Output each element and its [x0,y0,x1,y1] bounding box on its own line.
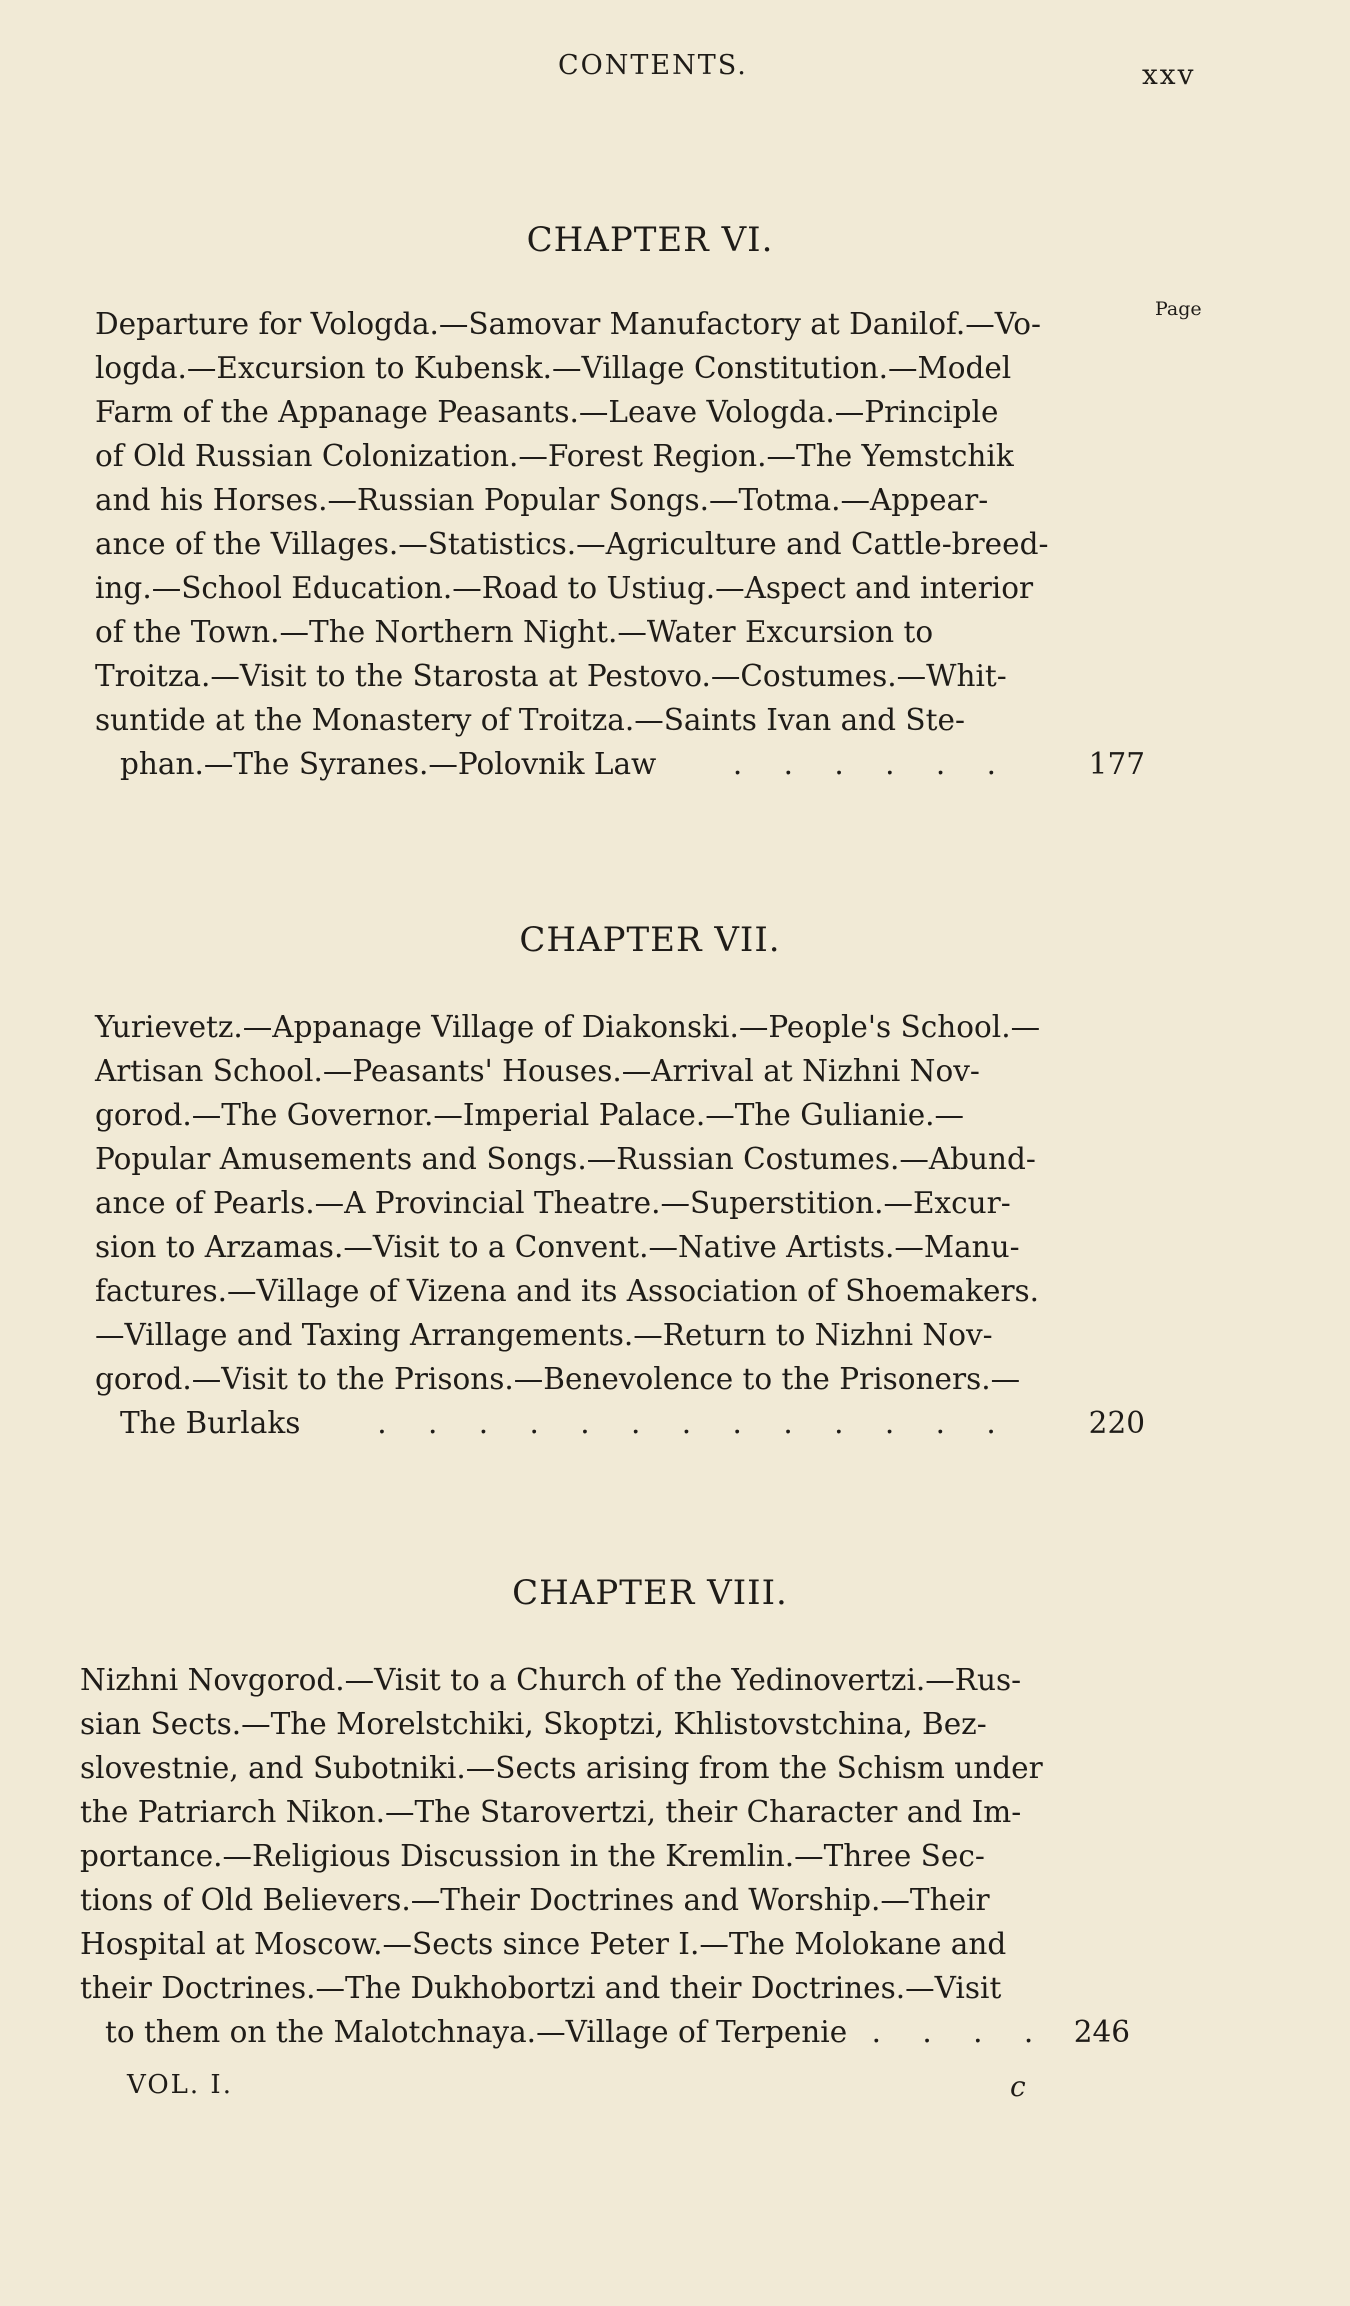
chapter-heading: CHAPTER VIII. [512,1573,788,1613]
summary-line: slovestnie, and Subotniki.—Sects arising from the Schism under [80,1751,1043,1785]
summary-line: phan.—The Syranes.—Polovnik Law [120,747,657,781]
chapter-page-number: 177 [1088,747,1145,781]
summary-line: of Old Russian Colonization.—Forest Region.—The Yemstchik [95,439,1014,473]
chapter-heading: CHAPTER VII. [519,920,781,960]
running-head [0,48,1350,91]
summary-line: Farm of the Appanage Peasants.—Leave Vologda.—Principle [95,395,999,429]
summary-line: The Burlaks [120,1406,301,1440]
chapter-summary [95,1005,1145,1445]
page-number: xxv [1142,58,1196,91]
summary-line: suntide at the Monastery of Troitza.—Saints Ivan and Ste- [95,703,965,737]
summary-line: tions of Old Believers.—Their Doctrines and Worship.—Their [80,1883,990,1917]
summary-line: Popular Amusements and Songs.—Russian Costumes.—Abund- [95,1142,1036,1176]
summary-line: to them on the Malotchnaya.—Village of Terpenie [105,2015,848,2049]
summary-line: and his Horses.—Russian Popular Songs.—Totma.—Appear- [95,483,989,517]
dot-leaders: . . . . . . . . . . . . . [377,1406,1012,1440]
page-column-label: Page [1155,298,1202,320]
volume-mark: VOL. I. [127,2070,233,2100]
page-footer [0,2070,1350,2110]
signature-mark: c [1010,2070,1026,2103]
summary-line: Hospital at Moscow.—Sects since Peter I.—The Molokane and [80,1927,1007,1961]
summary-last-line [120,742,1145,786]
summary-line: sion to Arzamas.—Visit to a Convent.—Native Artists.—Manu- [95,1230,1020,1264]
summary-line: the Patriarch Nikon.—The Starovertzi, their Character and Im- [80,1795,1022,1829]
summary-line: gorod.—Visit to the Prisons.—Benevolence to the Prisoners.— [95,1362,1021,1396]
summary-line: Troitza.—Visit to the Starosta at Pestovo.—Costumes.—Whit- [95,659,1007,693]
summary-line: Yurievetz.—Appanage Village of Diakonski.—People's School.— [95,1010,1041,1044]
dot-leaders: . . . . [871,2015,1050,2049]
chapter-summary [95,302,1145,786]
summary-line: Artisan School.—Peasants' Houses.—Arrival at Nizhni Nov- [95,1054,980,1088]
summary-line: portance.—Religious Discussion in the Kremlin.—Three Sec- [80,1839,985,1873]
summary-line: Nizhni Novgorod.—Visit to a Church of the Yedinovertzi.—Rus- [80,1663,1022,1697]
summary-line: ing.—School Education.—Road to Ustiug.—Aspect and interior [95,571,1034,605]
summary-line: logda.—Excursion to Kubensk.—Village Constitution.—Model [95,351,1012,385]
summary-line: Departure for Vologda.—Samovar Manufactory at Danilof.—Vo- [95,307,1042,341]
summary-last-line [120,1401,1145,1445]
summary-line: ance of Pearls.—A Provincial Theatre.—Superstition.—Excur- [95,1186,1011,1220]
summary-line: —Village and Taxing Arrangements.—Return to Nizhni Nov- [95,1318,993,1352]
summary-line: factures.—Village of Vizena and its Association of Shoemakers. [95,1274,1040,1308]
summary-line: their Doctrines.—The Dukhobortzi and their Doctrines.—Visit [80,1971,1002,2005]
dot-leaders: . . . . . . [732,747,1013,781]
chapter-heading: CHAPTER VI. [526,220,774,260]
chapter-page-number: 220 [1088,1406,1145,1440]
summary-line: gorod.—The Governor.—Imperial Palace.—The Gulianie.— [95,1098,965,1132]
summary-line: sian Sects.—The Morelstchiki, Skoptzi, Khlistovstchina, Bez- [80,1707,987,1741]
running-title: CONTENTS. [558,50,748,81]
summary-line: of the Town.—The Northern Night.—Water Excursion to [95,615,934,649]
chapter-page-number: 246 [1073,2015,1130,2049]
chapter-summary [80,1658,1130,2054]
summary-last-line [105,2010,1130,2054]
summary-line: ance of the Villages.—Statistics.—Agriculture and Cattle-breed- [95,527,1049,561]
